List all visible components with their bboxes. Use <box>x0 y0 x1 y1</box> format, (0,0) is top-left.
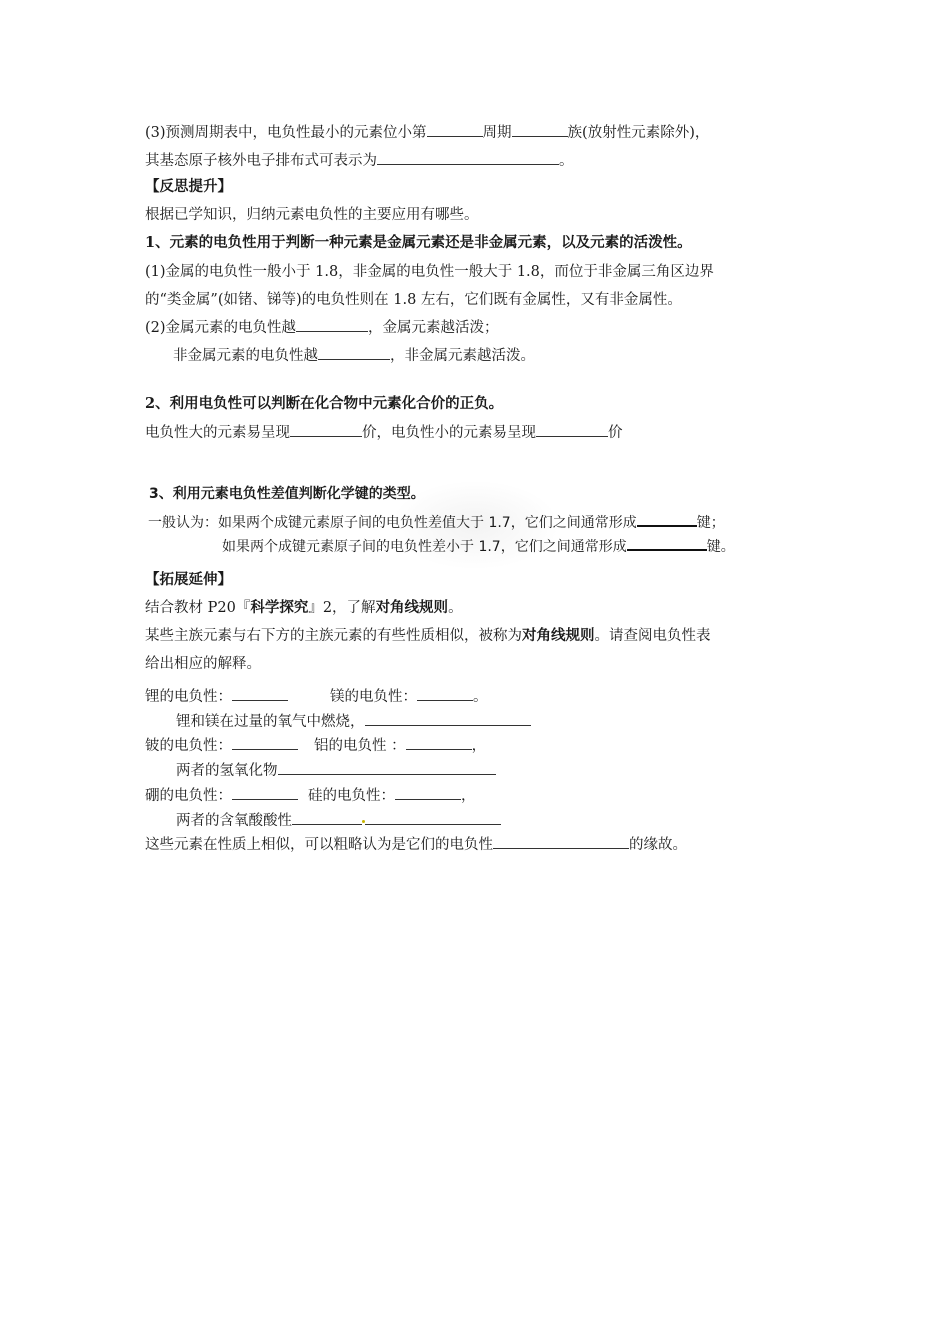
extend-ref-text-3: 。 <box>448 600 463 616</box>
extend-desc-bold: 对角线规则 <box>522 627 595 644</box>
item1-p2a <box>145 317 499 338</box>
item2-line <box>145 422 623 443</box>
b-label: 硼的电负性： <box>145 788 232 804</box>
li-label: 锂的电负性： <box>145 689 232 705</box>
b-si-text: 两者的含氧酸酸性 <box>176 813 292 829</box>
answer-blank[interactable] <box>395 785 461 800</box>
answer-blank[interactable] <box>318 345 390 360</box>
al-end: ， <box>471 738 487 754</box>
extend-desc-line2: 给出相应的解释。 <box>145 656 261 672</box>
al-label: 铝的电负性 ： <box>314 738 406 754</box>
b-si-acidity <box>176 810 501 831</box>
q3-text-1: (3)预测周期表中，电负性最小的元素位小第 <box>145 125 427 141</box>
li-mg-combustion <box>176 711 531 732</box>
answer-blank[interactable] <box>232 785 298 800</box>
item1-p2b <box>173 345 535 366</box>
be-al-hydroxide <box>176 760 496 781</box>
extend-desc <box>145 626 711 646</box>
conclusion-line <box>145 834 687 855</box>
extend-ref <box>145 598 463 618</box>
item1-p2a-text: (2)金属元素的电负性越 <box>145 320 297 336</box>
item3-line1 <box>148 511 725 533</box>
item2-text-1: 电负性大的元素易呈现 <box>145 425 290 441</box>
item2-text-3: 价 <box>608 425 623 441</box>
extend-ref-bold-1: 科学探究 <box>250 599 309 616</box>
item2-text-2: 价，电负性小的元素易呈现 <box>362 425 536 441</box>
answer-blank[interactable] <box>377 150 559 165</box>
answer-blank[interactable] <box>637 511 697 527</box>
reflect-intro: 根据已学知识，归纳元素电负性的主要应用有哪些。 <box>145 207 479 223</box>
answer-blank[interactable] <box>290 422 362 437</box>
answer-blank[interactable] <box>292 810 362 825</box>
answer-blank[interactable] <box>296 317 368 332</box>
item1-p1a: (1)金属的电负性一般小于 1.8，非金属的电负性一般大于 1.8，而位于非金属三角区边界 <box>145 264 714 280</box>
item1-p2b-text: 非金属元素的电负性越 <box>173 348 318 364</box>
section-heading-extend: 【拓展延伸】 <box>145 571 232 588</box>
q3-line1 <box>145 122 709 143</box>
item2-title: 2、利用电负性可以判断在化合物中元素化合价的正负。 <box>145 395 504 412</box>
extend-desc-text-2: 。请查阅电负性表 <box>594 628 711 644</box>
answer-blank[interactable] <box>278 760 496 775</box>
answer-blank[interactable] <box>417 686 473 701</box>
q3-text-3: 族(放射性元素除外)， <box>567 125 710 141</box>
q3-text-4: 其基态原子核外电子排布式可表示为 <box>145 153 377 169</box>
item3-text-2: 键； <box>696 515 725 531</box>
item1-p2b-text-end: ，非金属元素越活泼。 <box>390 348 535 364</box>
item3-title: 3、利用元素电负性差值判断化学键的类型。 <box>149 486 425 502</box>
li-mg-text: 锂和镁在过量的氧气中燃烧， <box>176 714 365 730</box>
answer-blank[interactable] <box>512 122 568 137</box>
q3-line2 <box>145 150 574 171</box>
item3-text-4: 键。 <box>706 539 735 555</box>
answer-blank[interactable] <box>232 735 298 750</box>
item1-p2a-text-end: ，金属元素越活泼； <box>368 320 499 336</box>
item1-p1b: 的“类金属”(如锗、锑等)的电负性则在 1.8 左右，它们既有金属性，又有非金属性。 <box>145 292 682 308</box>
si-label: 硅的电负性： <box>308 788 395 804</box>
item3-line2 <box>222 535 735 557</box>
item3-text-1: 一般认为：如果两个成键元素原子间的电负性差值大于 1.7，它们之间通常形成 <box>148 515 637 531</box>
q3-text-5: 。 <box>559 153 574 169</box>
answer-blank[interactable] <box>406 735 472 750</box>
section-heading-reflect: 【反思提升】 <box>145 178 232 195</box>
answer-blank[interactable] <box>536 422 608 437</box>
answer-blank[interactable] <box>427 122 483 137</box>
mg-end: 。 <box>473 689 488 705</box>
si-end: ， <box>461 788 476 804</box>
item3-text-3: 如果两个成键元素原子间的电负性差小于 1.7，它们之间通常形成 <box>222 539 627 555</box>
mg-label: 镁的电负性： <box>330 689 417 705</box>
q3-text-2: 周期 <box>482 125 512 141</box>
be-al-text: 两者的氢氧化物 <box>176 763 278 779</box>
item1-title: 1、元素的电负性用于判断一种元素是金属元素还是非金属元素，以及元素的活泼性。 <box>145 234 692 251</box>
conclusion-text-2: 的缘故。 <box>629 837 687 853</box>
answer-blank[interactable] <box>493 834 629 849</box>
li-mg-line <box>145 686 488 707</box>
be-label: 铍的电负性： <box>145 738 232 754</box>
answer-blank[interactable] <box>365 711 531 726</box>
answer-blank[interactable] <box>365 810 501 825</box>
extend-ref-text-1: 结合教材 P20『 <box>145 600 251 616</box>
extend-desc-text-1: 某些主族元素与右下方的主族元素的有些性质相似，被称为 <box>145 628 522 644</box>
be-al-line <box>145 735 486 756</box>
b-si-line <box>145 785 476 806</box>
extend-ref-text-2: 』2，了解 <box>308 600 376 616</box>
extend-ref-bold-2: 对角线规则 <box>375 599 449 616</box>
answer-blank[interactable] <box>232 686 288 701</box>
conclusion-text-1: 这些元素在性质上相似，可以粗略认为是它们的电负性 <box>145 837 493 853</box>
answer-blank[interactable] <box>627 535 707 551</box>
